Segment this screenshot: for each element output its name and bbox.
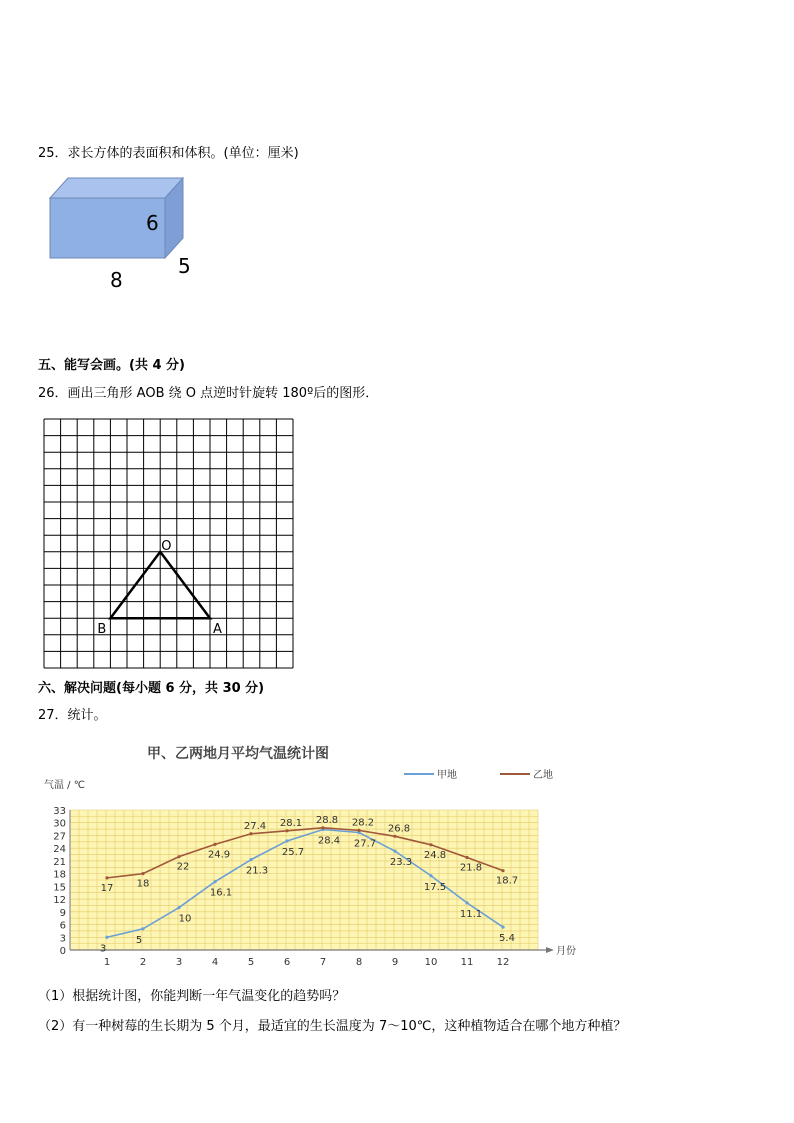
series-1-value-label: 27.7 [353,838,377,850]
series-1-value-label: 23.3 [389,857,413,869]
series-1-value-label: 28.4 [317,835,341,847]
series-2-point [321,826,324,829]
series-1-point [249,858,252,861]
series-2-point [177,855,180,858]
series-2-value-label: 26.8 [387,823,411,835]
x-tick-label: 3 [175,957,183,968]
series-2-point [357,829,360,832]
series-2-point [465,856,468,859]
y-tick-label: 3 [59,933,66,945]
cuboid-width-label: 5 [178,254,191,278]
series-1-value-label: 21.3 [245,865,269,877]
x-tick-label: 12 [496,957,510,968]
series-2-point [285,829,288,832]
series-2-value-label: 24.8 [423,849,447,861]
series-2-value-label: 24.9 [207,849,231,861]
series-1-point [429,874,432,877]
series-1-value-label: 25.7 [281,846,305,858]
cuboid-height-label: 6 [146,211,159,235]
series-2-value-label: 28.2 [351,817,375,829]
series-2-value-label: 28.1 [279,817,303,829]
series-1-point [213,880,216,883]
y-tick-label: 0 [59,946,66,957]
y-tick-label: 33 [53,806,66,817]
y-tick-label: 30 [53,818,66,830]
series-2-value-label: 28.8 [315,814,339,826]
series-2-point [213,843,216,846]
section5-title: 五、能写会画。(共 4 分) [38,358,185,373]
cuboid-top-face [50,178,183,198]
series-1-value-label: 5.4 [499,933,515,945]
temperature-chart [42,738,576,974]
series-1-point [501,925,504,928]
series-1-value-label: 16.1 [209,887,233,899]
series-1-value-label: 3 [99,943,107,955]
series-2-value-label: 22 [176,861,190,873]
y-tick-label: 27 [53,831,66,843]
series-1-point [105,936,108,939]
series-1-point [465,901,468,904]
series-2-point [501,869,504,872]
y-tick-label: 18 [53,869,66,881]
x-axis-arrow [546,947,554,953]
point-o-label: O [161,538,172,554]
x-tick-label: 8 [355,957,363,968]
x-tick-label: 7 [319,957,327,968]
series-2-value-label: 27.4 [243,820,267,832]
x-tick-label: 1 [103,957,111,968]
y-tick-label: 6 [59,920,66,932]
x-tick-label: 5 [247,957,255,968]
series-1-point [141,927,144,930]
y-axis-label: 气温 / ℃ [44,780,85,791]
q27-text: 27．统计。 [38,708,107,723]
series-1-value-label: 11.1 [459,908,483,920]
series-2-point [393,835,396,838]
y-tick-label: 24 [53,844,66,856]
x-tick-label: 4 [211,957,219,968]
series-2-value-label: 18 [136,878,150,890]
q27-sub2: （2）有一种树莓的生长期为 5 个月，最适宜的生长温度为 7～10℃，这种植物适合在哪个地方种植？ [38,1019,627,1034]
point-b-label: B [97,622,107,638]
series-2-value-label: 17 [100,882,114,894]
series-2-value-label: 21.8 [459,862,483,874]
x-tick-label: 9 [391,957,399,968]
legend-label-2: 乙地 [533,770,553,781]
x-tick-label: 10 [424,957,438,968]
y-tick-label: 9 [59,907,66,919]
x-tick-label: 6 [283,957,291,968]
x-tick-label: 2 [139,957,147,968]
legend-label-1: 甲地 [437,770,457,781]
rotation-grid [43,418,295,674]
q25-text: 25．求长方体的表面积和体积。(单位：厘米) [38,146,299,161]
series-1-point [393,850,396,853]
series-1-point [177,906,180,909]
q27-sub1: （1）根据统计图，你能判断一年气温变化的趋势吗？ [38,989,346,1004]
x-tick-label: 11 [460,957,474,968]
y-tick-label: 21 [53,856,66,868]
series-2-point [105,876,108,879]
series-2-point [249,832,252,835]
section6-title: 六、解决问题(每小题 6 分，共 30 分) [38,681,265,696]
point-a-label: A [213,622,222,638]
chart-title: 甲、乙两地月平均气温统计图 [147,746,329,762]
series-1-point [285,839,288,842]
q26-text: 26．画出三角形 AOB 绕 O 点逆时针旋转 180º后的图形． [38,386,379,401]
cuboid-length-label: 8 [110,268,123,292]
series-1-value-label: 10 [178,913,192,925]
x-axis-label: 月份 [556,946,576,957]
series-1-value-label: 5 [135,934,143,946]
y-tick-label: 12 [53,895,66,907]
series-2-point [429,843,432,846]
series-1-value-label: 17.5 [423,881,447,893]
y-tick-label: 15 [53,882,66,894]
series-2-point [141,872,144,875]
series-2-value-label: 18.7 [495,875,519,887]
